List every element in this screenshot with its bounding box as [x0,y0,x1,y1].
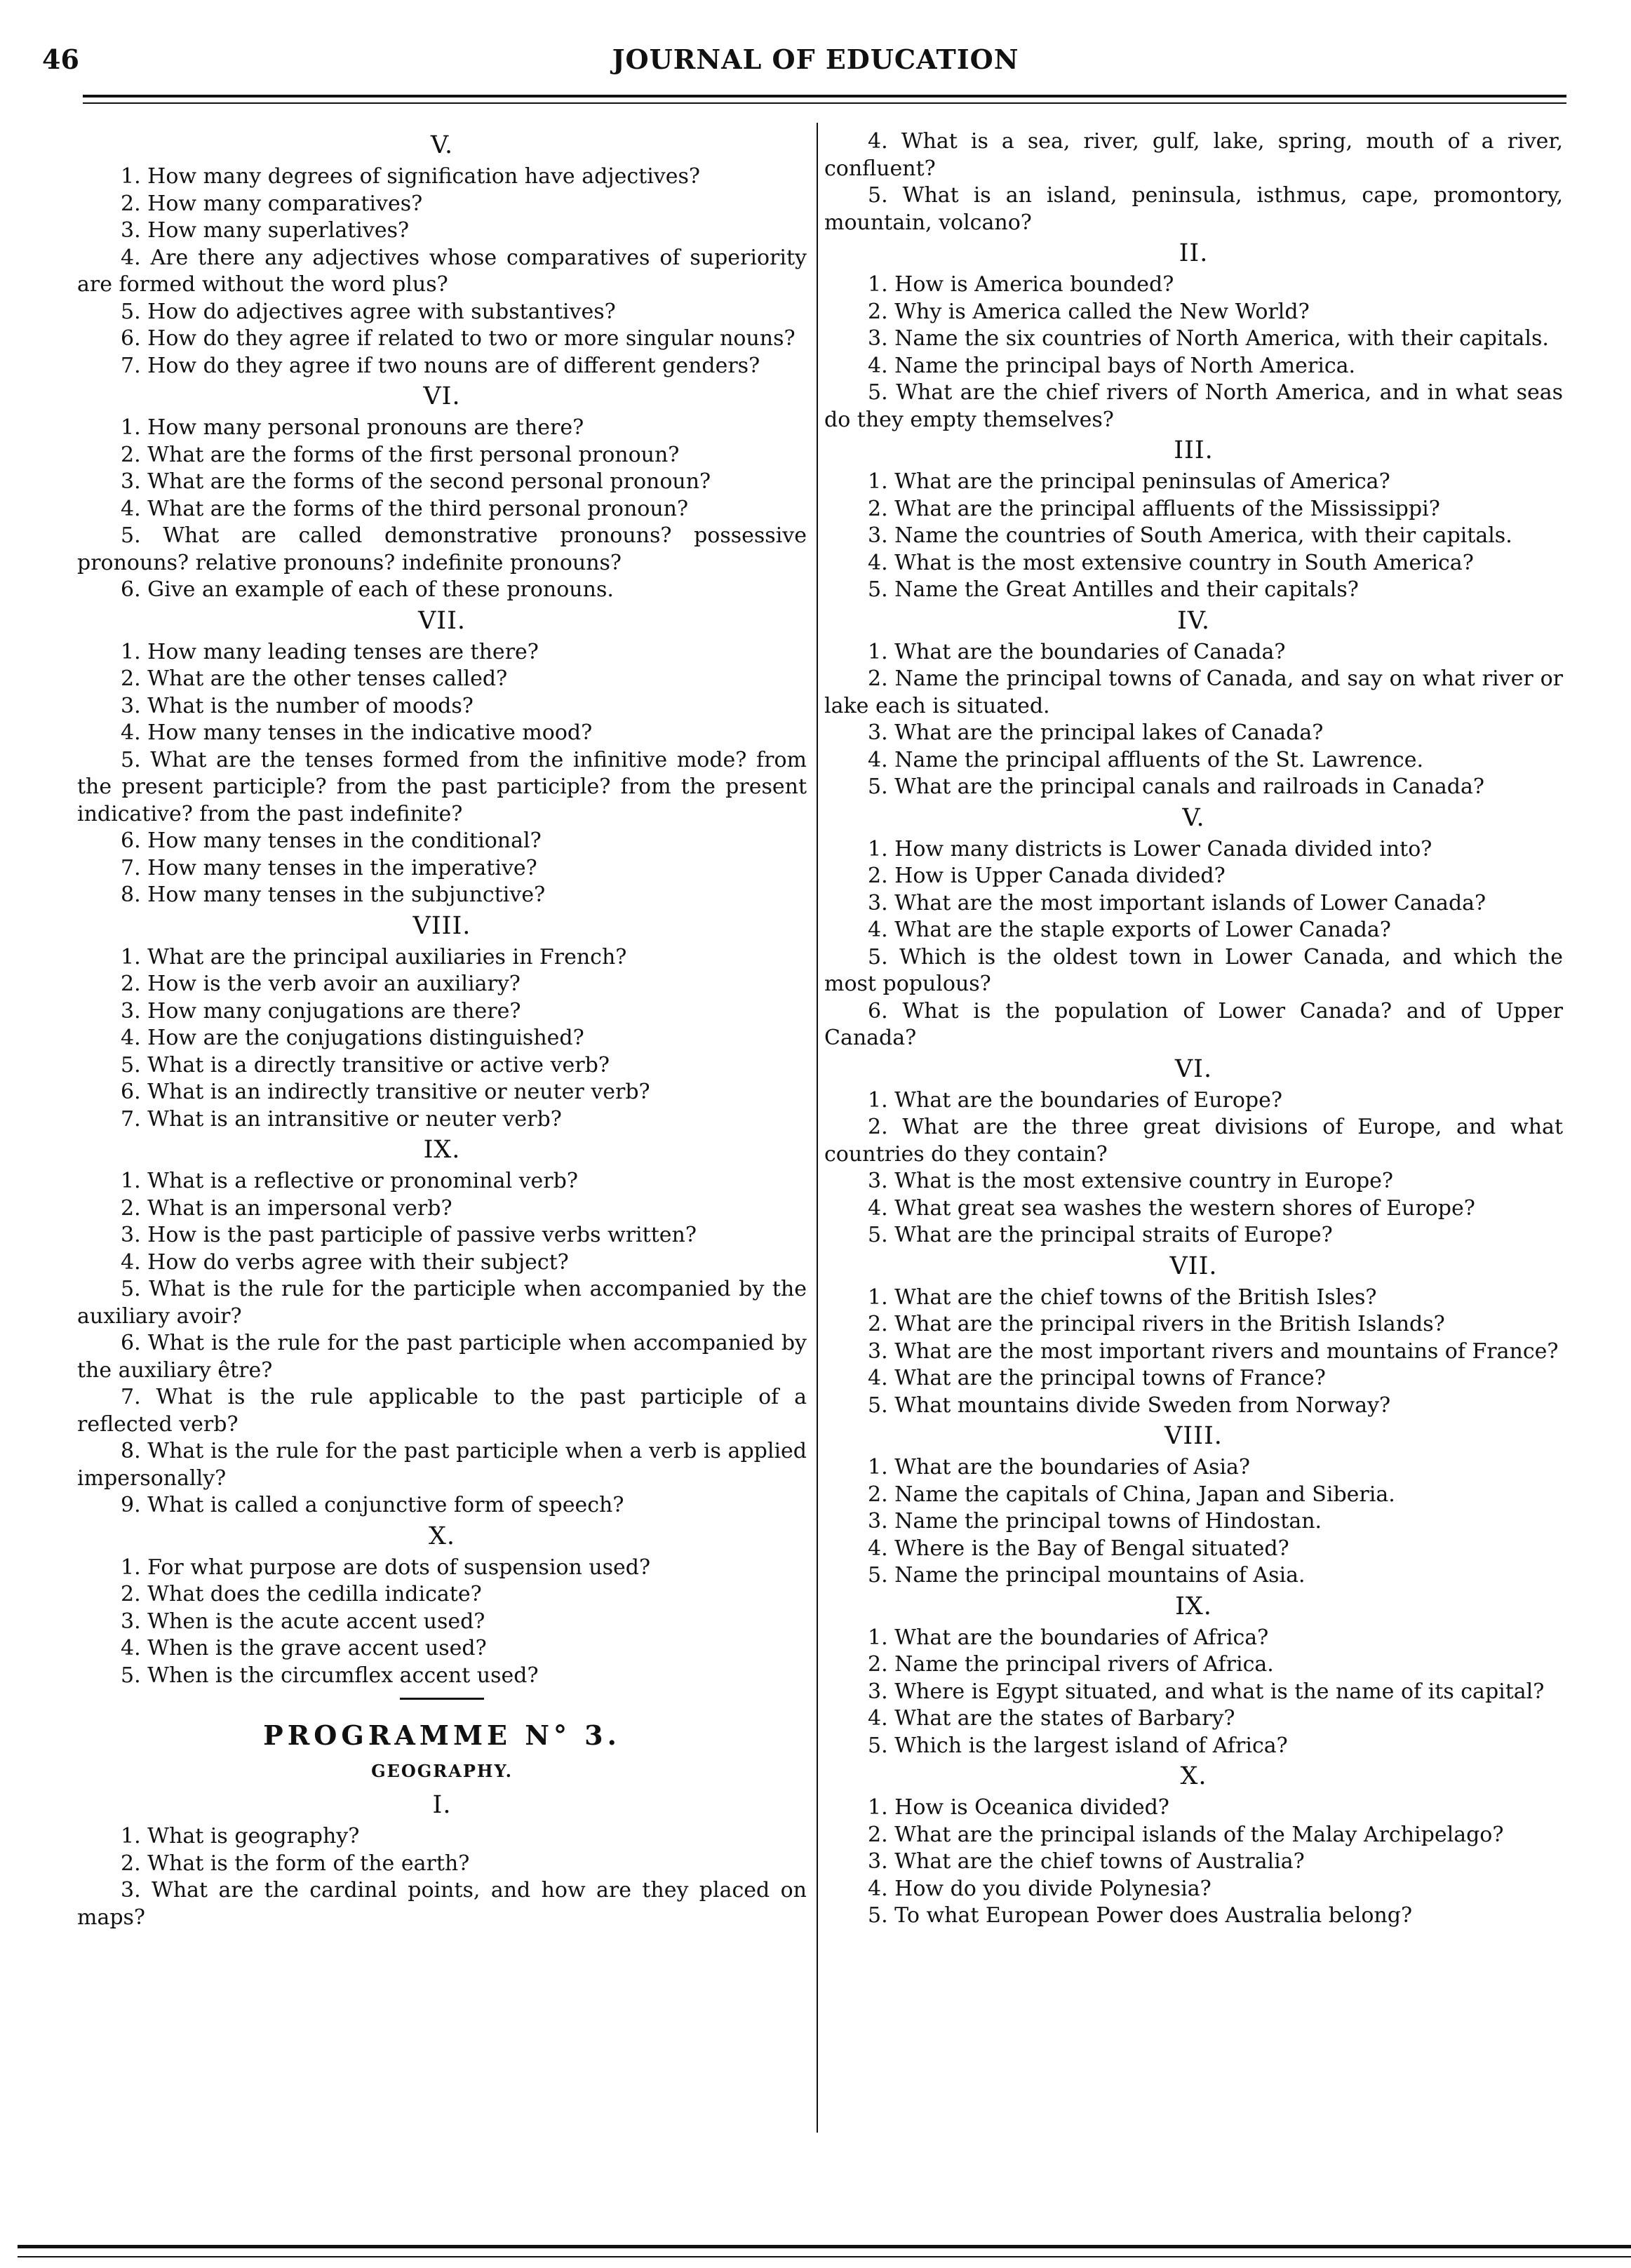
question: 5. Which is the largest island of Africa? [868,1733,1288,1758]
geo-section-vii [824,1251,1563,1420]
question: 5. What is an island, peninsula, isthmus, cape, promontory, mountain, volcano? [824,183,1563,235]
question: 1. How many districts is Lower Canada divided into? [868,836,1432,861]
question: 1. How is Oceanica divided? [868,1795,1169,1820]
geo-section-v [824,803,1563,1052]
question: 5. What are the principal canals and railroads in Canada? [868,774,1484,799]
question: 2. Name the capitals of China, Japan and Siberia. [868,1482,1395,1507]
question: 2. What does the cedilla indicate? [121,1582,482,1606]
section-heading: VI. [423,382,461,410]
question: 1. For what purpose are dots of suspension used? [121,1555,651,1580]
section-heading: IV. [1176,606,1211,635]
question: 6. How do they agree if related to two or more singular nouns? [121,326,796,351]
question: 5. What are the principal straits of Europe? [868,1223,1333,1247]
left-column [77,128,807,1931]
section-heading: X. [1180,1762,1207,1790]
section-heading: I. [432,1791,452,1819]
question: 6. What is the rule for the past participle when accompanied by the auxiliary être? [77,1331,807,1383]
geo-section-x [824,1761,1563,1930]
question: 5. What is the rule for the participle when accompanied by the auxiliary avoir? [77,1277,807,1329]
question: 4. Name the principal affluents of the St. Lawrence. [868,747,1423,772]
question: 5. What are the chief rivers of North America, and in what seas do they empty themselves? [824,380,1563,432]
section-heading: VII. [1169,1252,1218,1280]
question: 7. How do they agree if two nouns are of different genders? [121,353,760,378]
question: 2. Name the principal towns of Canada, and say on what river or lake each is situated. [824,666,1563,718]
header-rule-thin [83,102,1566,104]
question: 1. How many degrees of signification have adjectives? [121,164,700,189]
section-x [77,1521,807,1690]
question: 4. What is the most extensive country in South America? [868,550,1474,575]
section-heading: III. [1174,436,1214,464]
page-number: 46 [42,43,79,75]
question: 7. What is the rule applicable to the past participle of a reflected verb? [77,1385,807,1437]
question: 6. Give an example of each of these pronouns. [121,577,614,602]
question: 4. What is a sea, river, gulf, lake, spring, mouth of a river, confluent? [824,129,1563,181]
question: 4. Are there any adjectives whose comparatives of superiority are formed without the word plus? [77,245,807,297]
question: 3. Name the principal towns of Hindostan. [868,1509,1322,1534]
question: 8. How many tenses in the subjunctive? [121,883,546,907]
section-vi [77,381,807,604]
column-divider [817,123,818,2133]
question: 5. What mountains divide Sweden from Norway? [868,1393,1391,1418]
section-heading: IX. [1175,1592,1212,1621]
question: 3. Name the countries of South America, with their capitals. [868,523,1512,548]
question: 2. Name the principal rivers of Africa. [868,1652,1274,1677]
question: 3. What are the forms of the second personal pronoun? [121,469,711,494]
section-heading: VI. [1174,1054,1213,1083]
question: 4. What are the principal towns of France? [868,1366,1326,1390]
right-column [824,128,1563,1930]
question: 3. How is the past participle of passive verbs written? [121,1223,697,1247]
question: 1. What are the chief towns of the British Isles? [868,1284,1377,1310]
question: 5. What is a directly transitive or active verb? [121,1052,610,1078]
question: 2. What is an impersonal verb? [121,1195,452,1221]
section-ix [77,1134,807,1519]
section-heading: IX. [423,1136,461,1164]
question: 1. What are the boundaries of Canada? [868,639,1286,664]
question: 3. What are the principal lakes of Canada? [868,720,1324,745]
question: 2. What are the principal affluents of the Mississippi? [868,496,1440,521]
programme-subject: GEOGRAPHY. [371,1761,513,1781]
section-heading: VIII. [412,911,471,940]
question: 1. What is a reflective or pronominal verb? [121,1169,578,1193]
question: 2. How is the verb avoir an auxiliary? [121,972,521,996]
question: 4. How do verbs agree with their subject? [121,1249,569,1275]
question: 5. Which is the oldest town in Lower Canada, and which the most populous? [824,944,1563,996]
question: 3. What are the most important islands of Lower Canada? [868,890,1486,915]
question: 1. What is geography? [121,1824,360,1848]
question: 5. What are the tenses formed from the infinitive mode? from the present participle? from the past participle? from the present indicative? from the past indefinite? [77,747,807,826]
footer-rule [18,2245,1631,2248]
geo-section-vi [824,1054,1563,1249]
question: 5. What are called demonstrative pronouns? possessive pronouns? relative pronouns? indefinite pronouns? [77,523,807,575]
question: 3. How many superlatives? [121,218,410,243]
question: 1. What are the principal auxiliaries in French? [121,944,627,969]
section-heading: VII. [417,606,467,635]
question: 4. When is the grave accent used? [121,1636,487,1660]
question: 7. What is an intransitive or neuter verb? [121,1106,562,1132]
question: 4. How do you divide Polynesia? [868,1876,1211,1901]
question: 2. What are the principal rivers in the British Islands? [868,1312,1445,1336]
question: 4. What great sea washes the western shores of Europe? [868,1195,1475,1221]
question: 3. Name the six countries of North America, with their capitals. [868,326,1549,351]
question: 1. What are the boundaries of Africa? [868,1625,1269,1650]
question: 1. How many personal pronouns are there? [121,415,584,440]
question: 2. What are the three great divisions of Europe, and what countries do they contain? [824,1115,1563,1167]
question: 2. What are the principal islands of the Malay Archipelago? [868,1822,1504,1847]
geo-section-viii [824,1421,1563,1590]
question: 5. How do adjectives agree with substantives? [121,299,616,324]
question: 6. What is an indirectly transitive or neuter verb? [121,1080,650,1104]
question: 1. What are the boundaries of Asia? [868,1455,1250,1479]
section-heading: V. [430,131,454,159]
question: 8. What is the rule for the past participle when a verb is applied impersonally? [77,1439,807,1491]
question: 6. How many tenses in the conditional? [121,828,542,853]
section-rule [400,1698,484,1700]
question: 5. Name the Great Antilles and their capitals? [868,577,1359,602]
geo-section-iii [824,435,1563,604]
header-rule [83,95,1566,98]
question: 2. What are the other tenses called? [121,666,508,691]
question: 4. What are the states of Barbary? [868,1706,1235,1731]
question: 1. What are the principal peninsulas of America? [868,469,1390,494]
section-heading: II. [1179,239,1209,267]
question: 3. What are the chief towns of Australia? [868,1849,1305,1874]
question: 4. How many tenses in the indicative mood? [121,720,593,745]
question: 5. To what European Power does Australia belong? [868,1903,1413,1928]
section-v [77,130,807,380]
question: 2. What is the form of the earth? [121,1851,470,1876]
question: 4. Name the principal bays of North America. [868,353,1356,378]
question: 3. What are the cardinal points, and how are they placed on maps? [77,1878,807,1930]
section-heading: VIII. [1164,1422,1223,1450]
question: 4. What are the forms of the third personal pronoun? [121,496,689,521]
question: 3. What is the most extensive country in Europe? [868,1169,1394,1193]
question: 2. How many comparatives? [121,191,423,216]
question: 3. What is the number of moods? [121,693,474,718]
journal-title: JOURNAL OF EDUCATION [612,43,1019,75]
question: 1. What are the boundaries of Europe? [868,1087,1282,1113]
geo-section-ix [824,1591,1563,1760]
section-viii [77,911,807,1134]
question: 2. Why is America called the New World? [868,299,1310,324]
question: 5. When is the circumflex accent used? [121,1663,539,1688]
programme-title: PROGRAMME N° 3. [263,1719,621,1751]
geo-section-ii [824,238,1563,434]
section-heading: X. [428,1522,456,1550]
question: 4. What are the staple exports of Lower Canada? [868,918,1391,942]
question: 3. When is the acute accent used? [121,1609,485,1634]
question: 9. What is called a conjunctive form of speech? [121,1493,624,1517]
question: 2. What are the forms of the first personal pronoun? [121,442,680,467]
question: 5. Name the principal mountains of Asia. [868,1563,1306,1588]
question: 3. How many conjugations are there? [121,998,521,1024]
question: 3. Where is Egypt situated, and what is the name of its capital? [868,1679,1545,1704]
question: 3. What are the most important rivers and mountains of France? [868,1338,1559,1364]
question: 1. How many leading tenses are there? [121,639,539,664]
question: 4. How are the conjugations distinguished? [121,1026,584,1050]
section-vii [77,605,807,909]
question: 4. Where is the Bay of Bengal situated? [868,1536,1289,1561]
question: 7. How many tenses in the imperative? [121,855,537,880]
programme-3 [77,1718,807,1931]
question: 6. What is the population of Lower Canada? and of Upper Canada? [824,998,1563,1050]
section-heading: V. [1182,803,1205,832]
geo-section-iv [824,605,1563,801]
footer-rule-thin [18,2256,1631,2257]
question: 2. How is Upper Canada divided? [868,864,1226,888]
question: 1. How is America bounded? [868,272,1174,297]
